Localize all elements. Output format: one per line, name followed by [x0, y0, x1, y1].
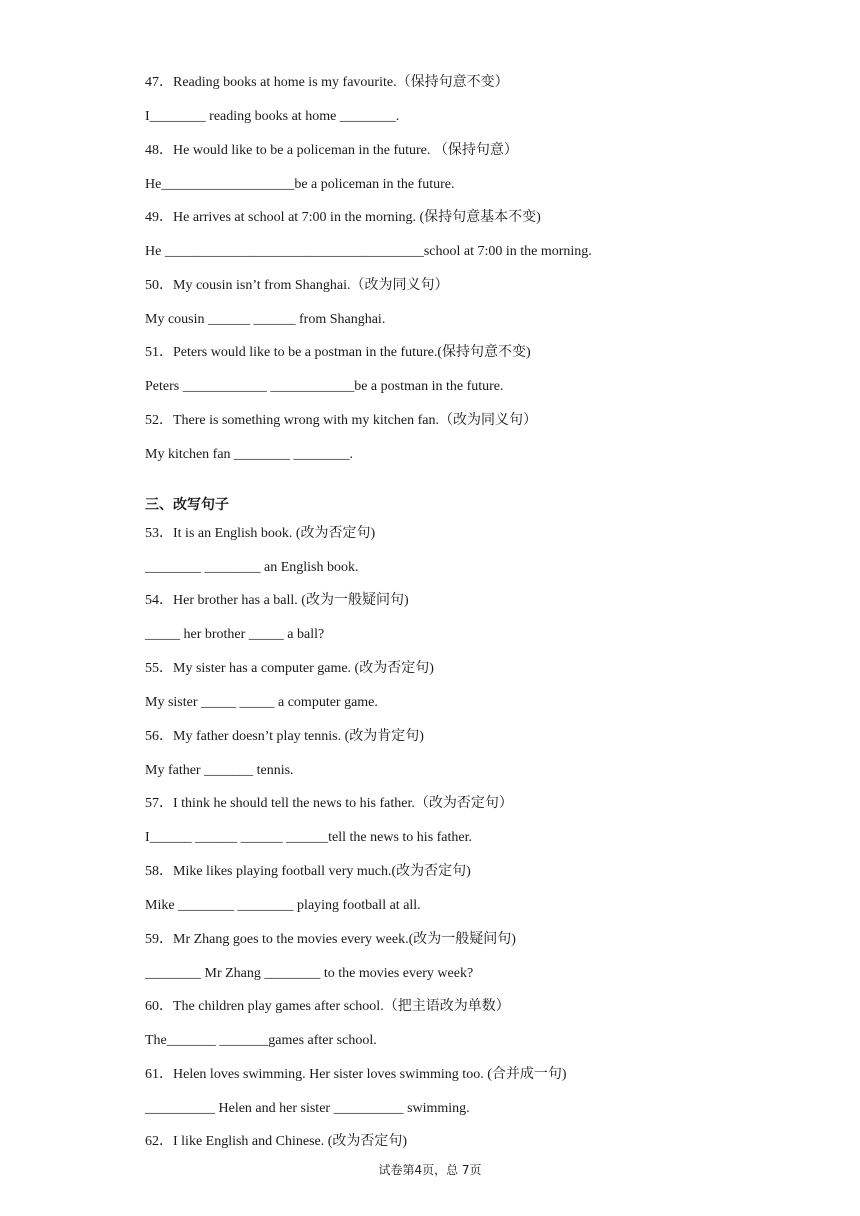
question-55: 55．My sister has a computer game. (改为否定句): [145, 661, 434, 676]
answer-line-58: Mike ________ ________ playing football at all.: [145, 898, 421, 913]
question-58: 58．Mike likes playing football very much.(改为否定句): [145, 864, 471, 879]
answer-line-52: My kitchen fan ________ ________.: [145, 447, 354, 462]
answer-line-57: I______ ______ ______ ______tell the news to his father.: [145, 830, 473, 845]
question-51: 51．Peters would like to be a postman in the future.(保持句意不变): [145, 345, 531, 360]
answer-line-60: The_______ _______games after school.: [145, 1033, 377, 1048]
question-52: 52．There is something wrong with my kitchen fan.（改为同义句）: [145, 413, 537, 428]
question-56: 56．My father doesn’t play tennis. (改为肯定句): [145, 729, 424, 744]
answer-line-55: My sister _____ _____ a computer game.: [145, 695, 378, 710]
question-61: 61．Helen loves swimming. Her sister loves swimming too. (合并成一句): [145, 1067, 567, 1082]
answer-line-56: My father _______ tennis.: [145, 763, 294, 778]
answer-line-54: _____ her brother _____ a ball?: [145, 627, 325, 642]
answer-line-50: My cousin ______ ______ from Shanghai.: [145, 312, 386, 327]
answer-line-59: ________ Mr Zhang ________ to the movies every week?: [145, 966, 474, 981]
question-59: 59．Mr Zhang goes to the movies every week.(改为一般疑问句): [145, 932, 516, 947]
question-54: 54．Her brother has a ball. (改为一般疑问句): [145, 593, 409, 608]
answer-line-47: I________ reading books at home ________.: [145, 109, 400, 124]
answer-line-49: He _____________________________________school at 7:00 in the morning.: [145, 244, 592, 259]
question-48: 48．He would like to be a policeman in the future. （保持句意）: [145, 143, 518, 158]
question-53: 53．It is an English book. (改为否定句): [145, 526, 376, 541]
answer-line-61: __________ Helen and her sister __________ swimming.: [145, 1101, 470, 1116]
question-47: 47．Reading books at home is my favourite.（保持句意不变）: [145, 75, 509, 90]
question-50: 50．My cousin isn’t from Shanghai.（改为同义句）: [145, 278, 449, 293]
answer-line-51: Peters ____________ ____________be a postman in the future.: [145, 379, 504, 394]
section-title: 三、改写句子: [145, 497, 229, 513]
question-60: 60．The children play games after school.（把主语改为单数）: [145, 999, 510, 1014]
answer-line-53: ________ ________ an English book.: [145, 560, 359, 575]
question-57: 57．I think he should tell the news to his father.（改为否定句）: [145, 796, 513, 811]
question-49: 49．He arrives at school at 7:00 in the morning. (保持句意基本不变): [145, 210, 541, 225]
page-footer: 试卷第4页，总 7页: [378, 1163, 482, 1177]
question-62: 62．I like English and Chinese. (改为否定句): [145, 1134, 408, 1149]
answer-line-48: He___________________be a policeman in the future.: [145, 177, 455, 192]
